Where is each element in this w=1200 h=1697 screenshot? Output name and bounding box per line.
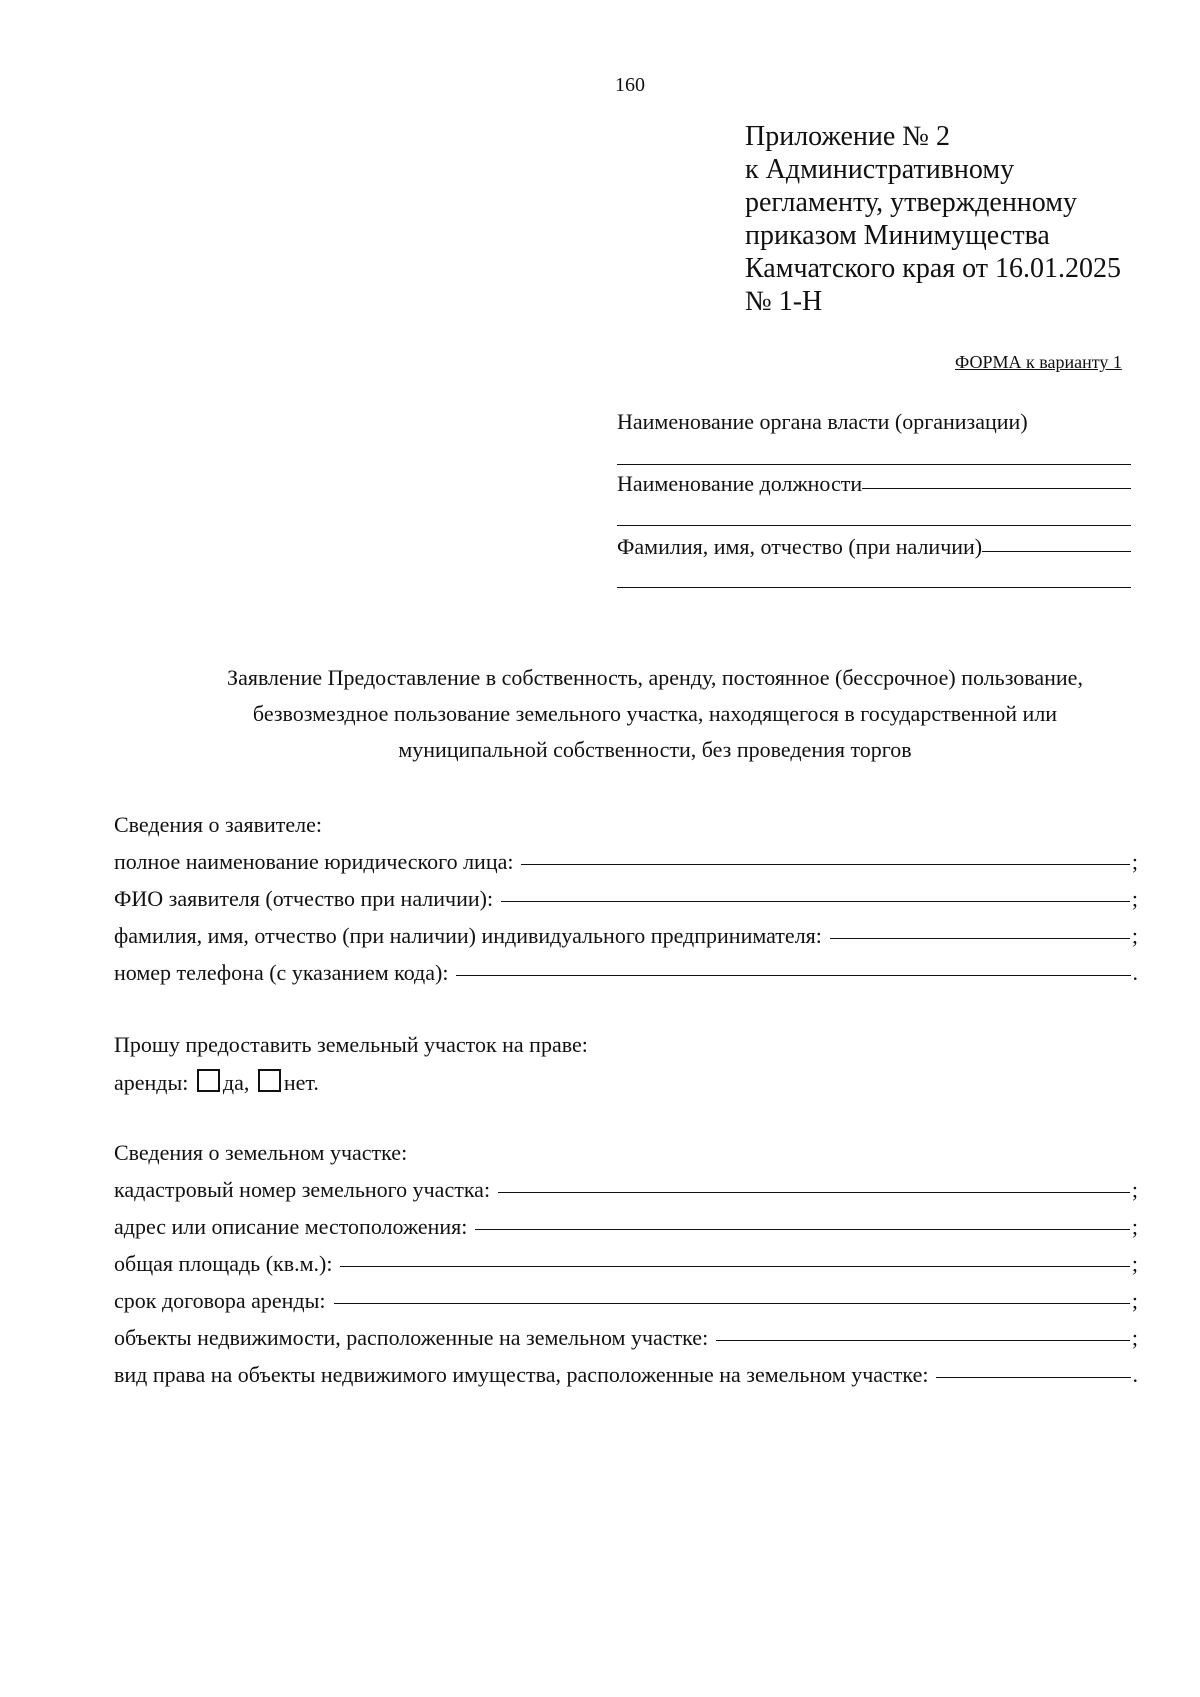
- page-number: 160: [615, 74, 645, 96]
- field-label: ФИО заявителя (отчество при наличии):: [114, 886, 494, 911]
- address-field[interactable]: [475, 1229, 1129, 1230]
- recipient-name-field[interactable]: [982, 551, 1131, 552]
- lease-term-row: [114, 1288, 1138, 1325]
- applicant-fio-field[interactable]: [501, 901, 1130, 902]
- no-label: нет.: [283, 1070, 319, 1095]
- field-end-mark: ;: [1131, 1325, 1138, 1350]
- appendix-line: Камчатского края от 16.01.2025: [745, 253, 1121, 284]
- area-row: [114, 1251, 1138, 1288]
- area-field[interactable]: [340, 1266, 1129, 1267]
- recipient-position-label: Наименование должности: [617, 471, 863, 496]
- property-right-type-row: [114, 1362, 1138, 1399]
- recipient-name-field-line2[interactable]: [617, 587, 1131, 588]
- cadastral-number-row: [114, 1177, 1138, 1214]
- property-right-type-field[interactable]: [936, 1377, 1130, 1378]
- field-label: объекты недвижимости, расположенные на земельном участке:: [114, 1325, 709, 1350]
- entrepreneur-name-field[interactable]: [830, 938, 1130, 939]
- field-label: вид права на объекты недвижимого имущества, расположенные на земельном участке:: [114, 1362, 929, 1387]
- field-label: адрес или описание местоположения:: [114, 1214, 468, 1239]
- lease-choice-row: [114, 1069, 1138, 1106]
- phone-row: [114, 960, 1138, 997]
- field-end-mark: ;: [1131, 849, 1138, 874]
- appendix-line: приказом Минимущества: [745, 220, 1050, 251]
- yes-label: да,: [222, 1070, 250, 1095]
- recipient-name-row: [617, 533, 1131, 561]
- applicant-fio-row: [114, 886, 1138, 923]
- cadastral-number-field[interactable]: [498, 1192, 1130, 1193]
- recipient-authority-field[interactable]: [617, 464, 1131, 465]
- title-line: Заявление Предоставление в собственность, аренду, постоянное (бессрочное) пользование,: [227, 665, 1083, 690]
- request-heading: Прошу предоставить земельный участок на праве:: [114, 1032, 588, 1057]
- recipient-name-label: Фамилия, имя, отчество (при наличии): [617, 534, 983, 559]
- field-end-mark: ;: [1131, 923, 1138, 948]
- field-label: общая площадь (кв.м.):: [114, 1251, 333, 1276]
- real-estate-objects-field[interactable]: [716, 1340, 1130, 1341]
- address-row: [114, 1214, 1138, 1251]
- form-variant-label: ФОРМА к варианту 1: [955, 352, 1122, 372]
- lease-no-checkbox[interactable]: [258, 1069, 281, 1092]
- applicant-legal-name-row: [114, 849, 1138, 886]
- lease-term-field[interactable]: [334, 1303, 1130, 1304]
- field-end-mark: ;: [1131, 1177, 1138, 1202]
- field-label: кадастровый номер земельного участка:: [114, 1177, 491, 1202]
- recipient-position-field-line2[interactable]: [617, 525, 1131, 526]
- field-end-mark: ;: [1131, 1214, 1138, 1239]
- recipient-authority-label: Наименование органа власти (организации): [617, 409, 1028, 434]
- recipient-position-row: [617, 470, 1131, 498]
- field-end-mark: .: [1132, 1362, 1138, 1387]
- land-plot-heading: Сведения о земельном участке:: [114, 1140, 408, 1165]
- phone-field[interactable]: [456, 975, 1130, 976]
- title-line: муниципальной собственности, без проведения торгов: [398, 737, 912, 762]
- land-plot-section: [114, 1140, 1138, 1399]
- title-line: безвозмездное пользование земельного участка, находящегося в государственной или: [252, 701, 1058, 726]
- field-end-mark: ;: [1131, 1251, 1138, 1276]
- lease-label: аренды:: [114, 1070, 189, 1095]
- applicant-heading: Сведения о заявителе:: [114, 812, 323, 837]
- field-label: срок договора аренды:: [114, 1288, 326, 1313]
- field-end-mark: ;: [1131, 886, 1138, 911]
- field-end-mark: ;: [1131, 1288, 1138, 1313]
- recipient-position-field[interactable]: [862, 488, 1131, 489]
- application-title: [80, 660, 1200, 768]
- appendix-block: [745, 120, 1121, 318]
- real-estate-objects-row: [114, 1325, 1138, 1362]
- appendix-line: Приложение № 2: [745, 121, 950, 152]
- appendix-line: к Административному: [745, 154, 1015, 185]
- entrepreneur-name-row: [114, 923, 1138, 960]
- appendix-line: № 1-Н: [745, 286, 823, 317]
- lease-yes-checkbox[interactable]: [197, 1069, 220, 1092]
- field-label: фамилия, имя, отчество (при наличии) индивидуального предпринимателя:: [114, 923, 822, 948]
- field-label: полное наименование юридического лица:: [114, 849, 514, 874]
- applicant-section: [114, 812, 1138, 997]
- request-section: [114, 1032, 1138, 1106]
- field-end-mark: .: [1132, 960, 1138, 985]
- appendix-line: регламенту, утвержденному: [745, 187, 1077, 218]
- field-label: номер телефона (с указанием кода):: [114, 960, 449, 985]
- legal-entity-name-field[interactable]: [521, 864, 1129, 865]
- recipient-authority-row: [617, 408, 1131, 436]
